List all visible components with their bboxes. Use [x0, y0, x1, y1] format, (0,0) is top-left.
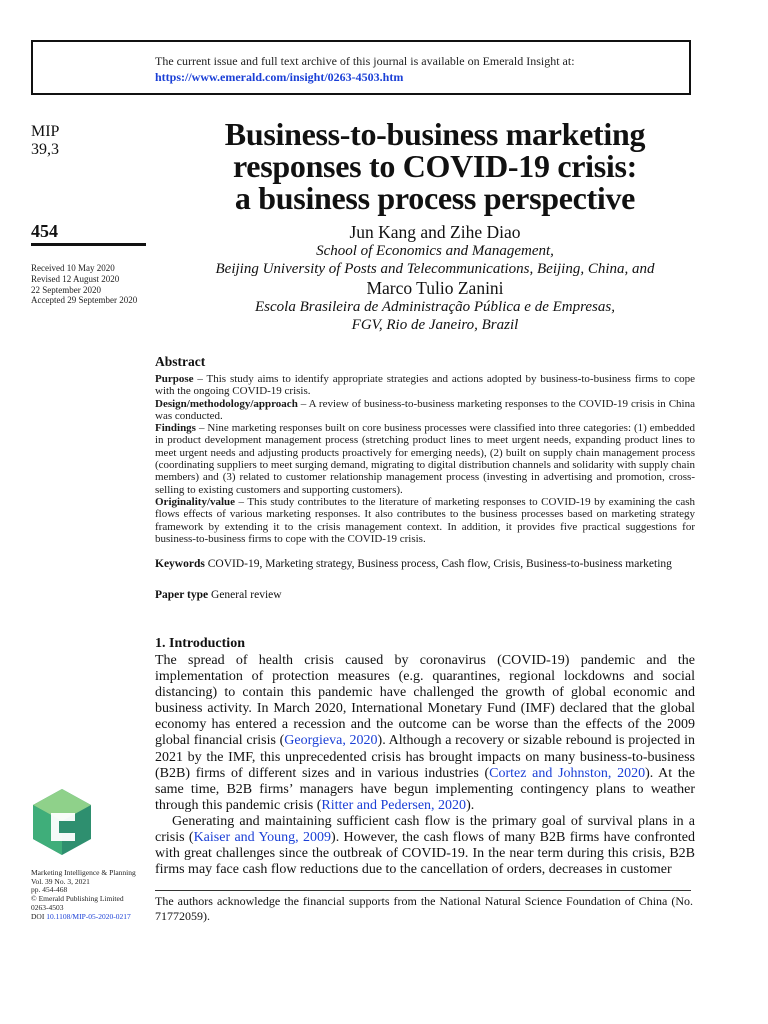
doi-link[interactable]: 10.1108/MIP-05-2020-0217 [46, 911, 131, 921]
volume-issue: 39,3 [31, 141, 59, 158]
text: – Nine marketing responses built on core business processes were classified into three categories: (1) embedded in product development management process (stretching product lines to meet urgent needs, expanding product lines to meet urgent needs and adjusting products proactively for emerging needs), (2) built on supply chain management process (coordinating suppliers to meet surging demand, migrating to digital distribution channels and solidarity with supply chain members) and (3) related to customer relationship management process (investing in advertising and promotion, cross-selling to existing customers and supporting customers). [155, 422, 695, 496]
doi-line [31, 913, 136, 922]
text: Generating and maintaining sufficient cash flow is the primary goal of survival plans in a crisis ( [155, 813, 695, 846]
title-line: Business-to-business marketing [224, 116, 646, 152]
paragraph [155, 653, 695, 814]
date-line: Received 10 May 2020 [31, 263, 115, 273]
keywords [155, 557, 695, 572]
date-line: 22 September 2020 [31, 284, 101, 295]
author-names: Marco Tulio Zanini [366, 278, 504, 298]
journal-info-line: 0263-4503 [31, 902, 64, 912]
journal-banner [31, 40, 691, 95]
abstract-purpose [155, 373, 695, 398]
journal-info-line: Vol. 39 No. 3, 2021 [31, 876, 90, 886]
affiliation: Escola Brasileira de Administração Pública e de Empresas, [255, 299, 615, 315]
footnote: The authors acknowledge the financial supports from the National Natural Science Foundation of China (No. 71772059). [155, 894, 693, 923]
label: Design/methodology/approach [155, 397, 298, 410]
received-dates [31, 263, 137, 306]
label: Purpose [155, 373, 194, 385]
text: COVID-19, Marketing strategy, Business process, Cash flow, Crisis, Business-to-business marketing [204, 558, 672, 570]
label: Paper type [155, 589, 209, 601]
text: ). [466, 797, 475, 813]
journal-abbrev: MIP [31, 123, 60, 140]
date-line: Accepted 29 September 2020 [31, 295, 138, 306]
date-line: Revised 12 August 2020 [31, 273, 120, 284]
affiliation: FGV, Rio de Janeiro, Brazil [351, 317, 519, 333]
journal-url-link[interactable]: https://www.emerald.com/insight/0263-4503.htm [155, 70, 404, 84]
label: Keywords [155, 558, 205, 570]
label: Originality/value [155, 495, 236, 508]
page-number: 454 [31, 221, 58, 241]
abstract-heading: Abstract [155, 354, 206, 369]
text: The spread of health crisis caused by coronavirus (COVID-19) pandemic and the implementation of protection measures (e.g. quarantines, regional lockdowns and social distancing) to contain this pandemic have challenged the growth of global economic and business activity. In March 2020, International Monetary Fund (IMF) declared that the global economy has entered a recession and the outcome can be worse than the effects of the 2009 global financial crisis ( [155, 653, 695, 749]
journal-abbrev-block [31, 123, 59, 159]
paragraph [155, 814, 695, 878]
journal-info [31, 869, 136, 921]
citation-link[interactable]: Ritter and Pedersen, 2020 [321, 797, 467, 813]
abstract-findings [155, 422, 695, 496]
footnote-rule [155, 890, 691, 891]
section-body [155, 653, 695, 878]
text: – A review of business-to-business marketing responses to the COVID-19 crisis in China was conducted. [155, 397, 695, 422]
author-names: Jun Kang and Zihe Diao [349, 222, 521, 242]
text: ). However, the cash flows of many B2B firms have confronted with great challenges since the outbreak of COVID-19. In the near term during this crisis, B2B firms may face cash flow reductions due to the cancellation of orders, decreases in customer [155, 830, 695, 878]
citation-link[interactable]: Kaiser and Young, 2009 [193, 830, 332, 846]
doi-label: DOI [31, 911, 47, 921]
citation-link[interactable]: Cortez and Johnston, 2020 [489, 765, 646, 781]
banner-text [155, 53, 575, 85]
affiliation: School of Economics and Management, [316, 243, 554, 259]
text: ). Although a recovery or sizable rebound is projected in 2021 by the IMF, this unprecedented crisis has brought impacts on many business-to-business (B2B) firms of different sizes and in various industries ( [155, 733, 695, 781]
title-line: responses to COVID-19 crisis: [232, 148, 638, 184]
citation-link[interactable]: Georgieva, 2020 [284, 733, 378, 749]
journal-info-line: Marketing Intelligence & Planning [31, 868, 136, 877]
abstract-originality [155, 496, 695, 545]
text: General review [208, 589, 282, 601]
label: Findings [155, 422, 196, 435]
text: ). At the same time, B2B firms’ managers have begun implementing contingency plans to weather through this pandemic crisis ( [155, 765, 695, 813]
paper-type [155, 588, 695, 603]
banner-line: The current issue and full text archive of this journal is available on Emerald Insight at: [155, 54, 575, 68]
journal-info-line: pp. 454-468 [31, 885, 68, 895]
title-line: a business process perspective [234, 180, 636, 216]
article-title [150, 118, 720, 214]
text: – This study contributes to the literature of marketing responses to COVID-19 by examining the cash flows effects of various marketing responses. It also contributes to the business processes based on marketing strategy framework by extending it to the crisis management context. In addition, it provides five practical suggestions for business-to-business firms to cope with the COVID-19 crisis. [155, 495, 695, 545]
abstract-design [155, 398, 695, 423]
affiliation: Beijing University of Posts and Telecommunications, Beijing, China, and [215, 261, 655, 277]
abstract-body [155, 373, 695, 545]
section-heading: 1. Introduction [155, 636, 245, 651]
text: – This study aims to identify appropriate strategies and actions adopted by business-to-business firms to cope with the ongoing COVID-19 crisis. [155, 373, 695, 398]
author-block [150, 222, 720, 334]
margin-rule [31, 243, 146, 246]
crossmark-logo-icon[interactable] [31, 787, 93, 857]
journal-info-line: © Emerald Publishing Limited [31, 894, 124, 904]
